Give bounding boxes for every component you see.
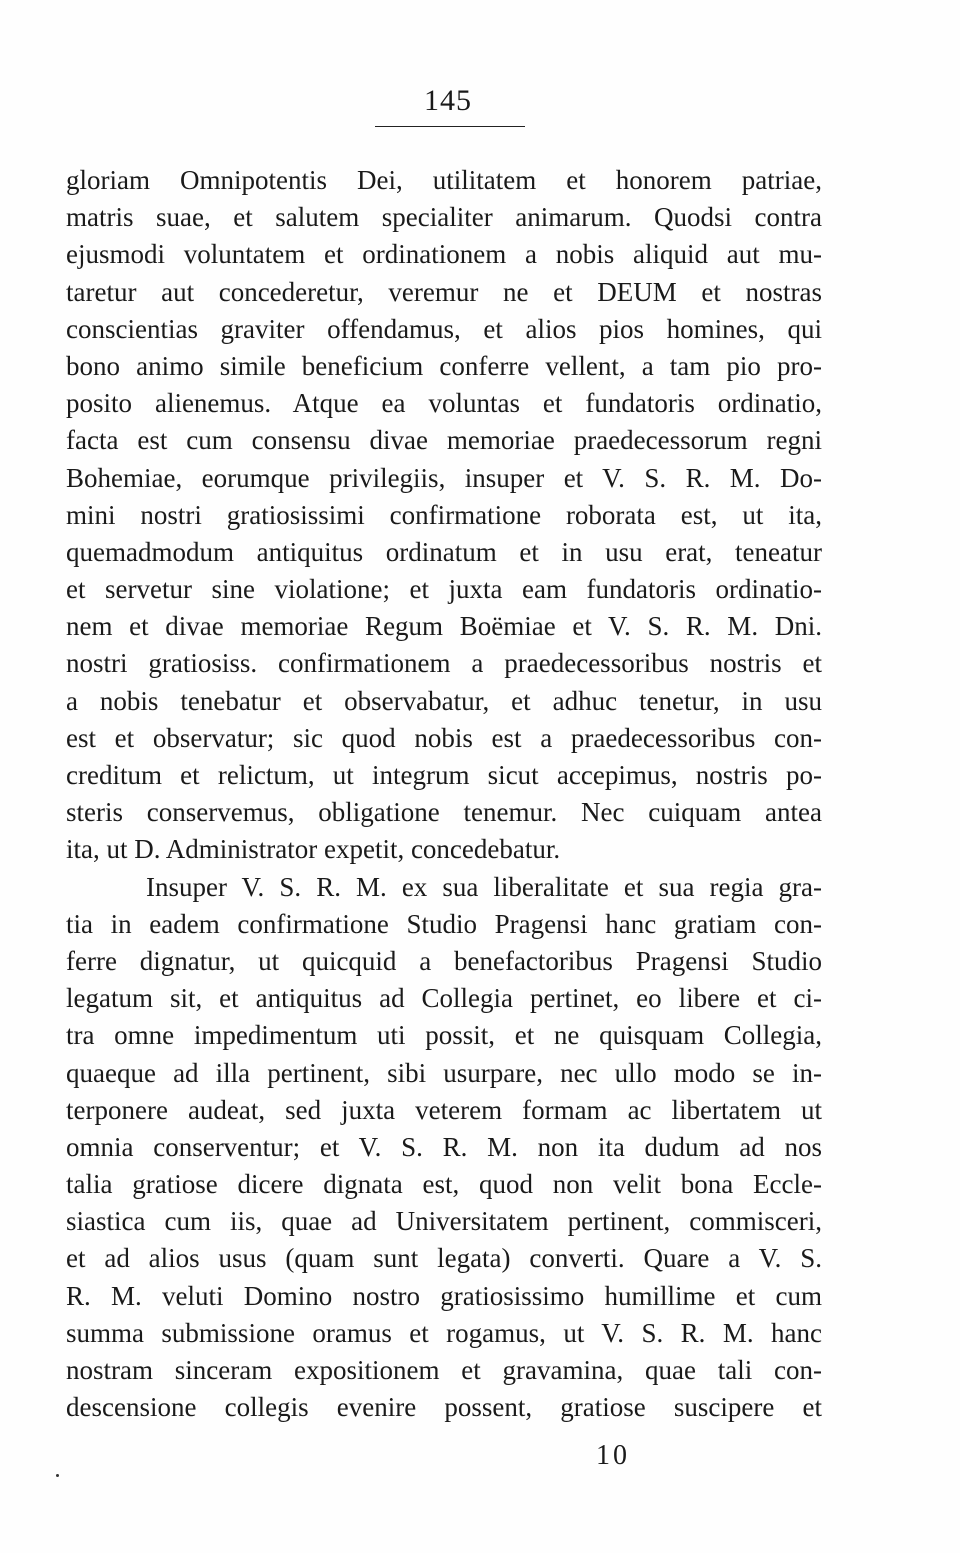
text-line: nostri gratiosiss. confirmationem a praedecessoribus nostris et (66, 648, 822, 679)
text-line: R. M. veluti Domino nostro gratiosissimo humillime et cum (66, 1280, 822, 1311)
text-line: Insuper V. S. R. M. ex sua liberalitate et sua regia gra- (146, 871, 822, 902)
text-line: summa submissione oramus et rogamus, ut V. S. R. M. hanc (66, 1317, 822, 1348)
text-line: creditum et relictum, ut integrum sicut accepimus, nostris po- (66, 760, 822, 790)
text-line: quaeque ad illa pertinent, sibi usurpare, nec ullo modo se in- (66, 1057, 822, 1088)
text-line: ita, ut D. Administrator expetit, concedebatur. (66, 834, 561, 865)
body-text (66, 162, 822, 1426)
text-line: taretur aut concederetur, veremur ne et DEUM et nostras (66, 276, 822, 307)
text-line: legatum sit, et antiquitus ad Collegia pertinet, eo libere et ci- (66, 983, 822, 1014)
text-line: tia in eadem confirmatione Studio Pragensi hanc gratiam con- (66, 908, 822, 939)
text-line: nem et divae memoriae Regum Boëmiae et V. S. R. M. Dni. (66, 611, 822, 642)
signature-mark: 10 (596, 1440, 630, 1471)
ink-speck (56, 1474, 59, 1477)
text-line: quemadmodum antiquitus ordinatum et in usu erat, teneatur (66, 536, 822, 567)
text-line: ejusmodi voluntatem et ordinationem a nobis aliquid aut mu- (66, 239, 822, 270)
text-line: steris conservemus, obligatione tenemur. Nec cuiquam antea (66, 797, 822, 828)
text-line: terponere audeat, sed juxta veterem formam ac libertatem ut (66, 1094, 822, 1125)
text-line: matris suae, et salutem specialiter animarum. Quodsi contra (66, 202, 822, 233)
text-line: et servetur sine violatione; et juxta eam fundatoris ordinatio- (66, 574, 822, 605)
text-line: et ad alios usus (quam sunt legata) converti. Quare a V. S. (66, 1243, 822, 1274)
text-line: facta est cum consensu divae memoriae praedecessorum regni (66, 425, 822, 456)
text-line: descensione collegis evenire possent, gratiose suscipere et (66, 1392, 822, 1423)
text-line: talia gratiose dicere dignata est, quod non velit bona Eccle- (66, 1169, 822, 1200)
text-line: a nobis tenebatur et observabatur, et adhuc tenetur, in usu (66, 685, 822, 716)
text-line: mini nostri gratiosissimi confirmatione roborata est, ut ita, (66, 499, 822, 530)
text-line: conscientias graviter offendamus, et alios pios homines, qui (66, 313, 822, 344)
page-number: 145 (424, 84, 472, 117)
text-line: tra omne impedimentum uti possit, et ne quisquam Collegia, (66, 1020, 822, 1051)
text-line: posito alienemus. Atque ea voluntas et fundatoris ordinatio, (66, 388, 822, 419)
text-line: bono animo simile beneficium conferre vellent, a tam pio pro- (66, 350, 822, 381)
header-rule (375, 126, 525, 127)
text-line: siastica cum iis, quae ad Universitatem pertinent, commisceri, (66, 1206, 822, 1237)
text-line: Bohemiae, eorumque privilegiis, insuper et V. S. R. M. Do- (66, 462, 822, 493)
text-line: est et observatur; sic quod nobis est a praedecessoribus con- (66, 722, 822, 753)
text-line: nostram sinceram expositionem et gravamina, quae tali con- (66, 1355, 822, 1385)
text-line: ferre dignatur, ut quicquid a benefactoribus Pragensi Studio (66, 945, 822, 976)
text-line: gloriam Omnipotentis Dei, utilitatem et honorem patriae, (66, 165, 822, 195)
text-line: omnia conserventur; et V. S. R. M. non ita dudum ad nos (66, 1131, 822, 1162)
